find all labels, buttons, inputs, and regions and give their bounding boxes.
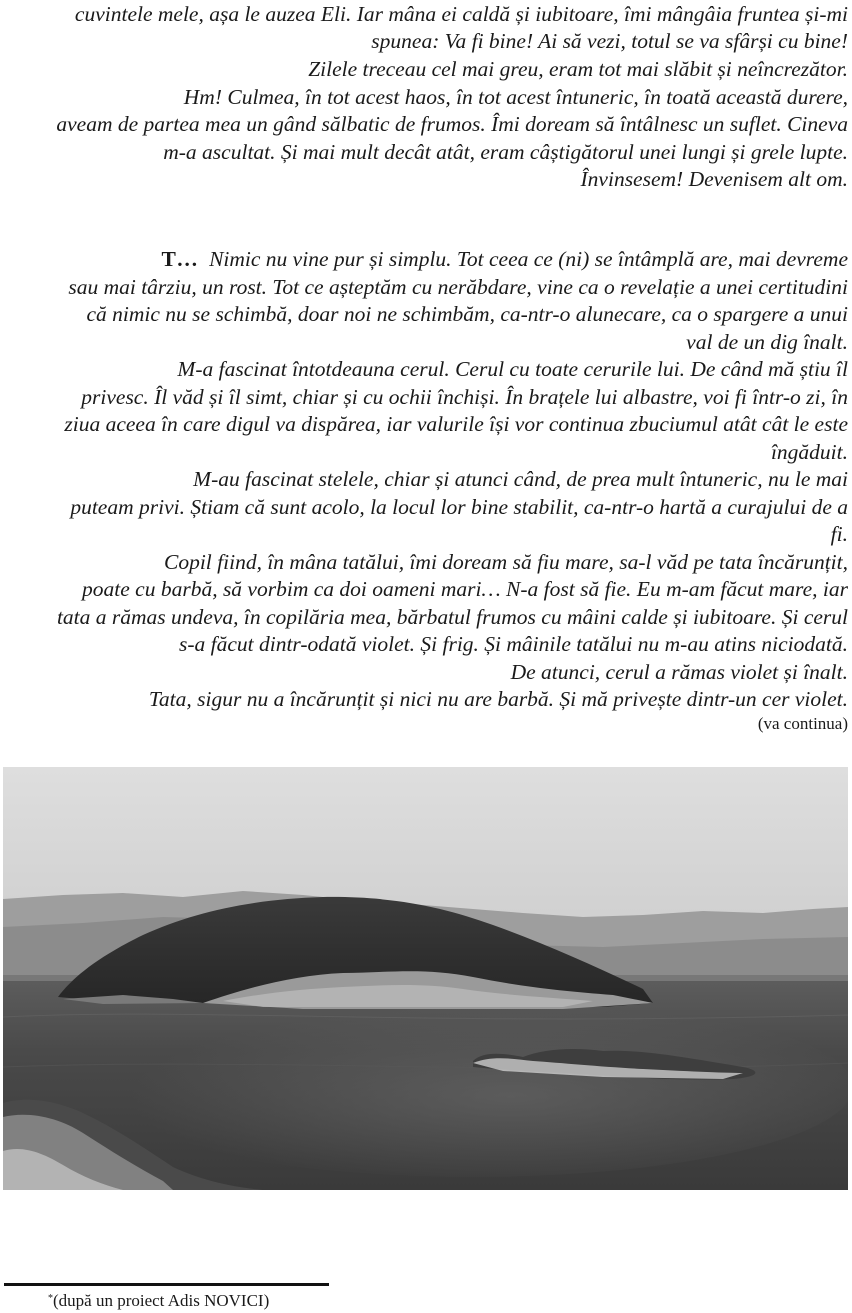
footnote-text: (după un proiect Adis NOVICI): [53, 1291, 270, 1310]
text-line: M-au fascinat stelele, chiar și atunci când, de prea mult întuneric, nu le mai: [193, 467, 848, 491]
text-line: cuvintele mele, așa le auzea Eli. Iar mâna ei caldă și iubitoare, îmi mângâia fruntea și-mi: [74, 2, 848, 26]
text-line: fi.: [830, 522, 848, 546]
continuation-note: (va continua): [757, 714, 848, 733]
text-line: îngăduit.: [770, 440, 848, 464]
text-line: Tata, sigur nu a încărunțit și nici nu are barbă. Și mă privește dintr-un cer violet.: [148, 687, 848, 711]
footnote: [48, 1290, 269, 1312]
text-line: puteam privi. Știam că sunt acolo, la locul lor bine stabilit, ca-ntr-o hartă a curajului de a: [70, 495, 848, 519]
footnote-marker: *: [48, 1293, 53, 1304]
text-line: Hm! Culmea, în tot acest haos, în tot acest întuneric, în toată această durere,: [183, 85, 848, 109]
footnote-rule: [4, 1283, 329, 1286]
section-lead: T…: [161, 247, 199, 271]
text-line: s-a făcut dintr-odată violet. Și frig. Și mâinile tatălui nu m-au atins niciodată.: [178, 632, 848, 656]
text-line: Învinsesem! Devenisem alt om.: [580, 167, 848, 191]
text-line: Zilele treceau cel mai greu, eram tot mai slăbit și neîncrezător.: [308, 57, 848, 81]
text-line: spunea: Va fi bine! Ai să vezi, totul se va sfârși cu bine!: [371, 29, 848, 53]
island-photo: [3, 767, 848, 1190]
text-line: aveam de partea mea un gând sălbatic de frumos. Îmi doream să întâlnesc un suflet. Cineva: [56, 112, 848, 136]
text-line: De atunci, cerul a rămas violet și înalt.: [510, 660, 848, 684]
text-line: poate cu barbă, să vorbim ca doi oameni mari… N-a fost să fie. Eu m-am făcut mare, iar: [82, 577, 848, 601]
text-line: m-a ascultat. Și mai mult decât atât, eram câștigătorul unei lungi și grele lupte.: [163, 140, 848, 164]
text-line: ziua aceea în care digul va dispărea, iar valurile își vor continua zbuciumul atât cât le este: [64, 412, 848, 436]
text-line: Copil fiind, în mâna tatălui, îmi doream să fiu mare, sa-l văd pe tata încărunțit,: [163, 550, 848, 574]
text-line-content: Nimic nu vine pur și simplu. Tot ceea ce (ni) se întâmplă are, mai devreme: [209, 247, 848, 271]
text-line: tata a rămas undeva, în copilăria mea, bărbatul frumos cu mâini calde și iubitoare. Și cerul: [56, 605, 848, 629]
text-line: privesc. Îl văd și îl simt, chiar și cu ochii închiși. În brațele lui albastre, voi fi într-o zi, în: [81, 385, 848, 409]
text-line: că nimic nu se schimbă, doar noi ne schimbăm, ca-ntr-o alunecare, ca o spargere a unui: [86, 302, 848, 326]
text-line: M-a fascinat întotdeauna cerul. Cerul cu toate cerurile lui. De când mă știu îl: [177, 357, 848, 381]
text-line: sau mai târziu, un rost. Tot ce așteptăm cu nerăbdare, vine ca o revelație a unei certitudini: [68, 275, 848, 299]
text-line: [161, 246, 848, 273]
text-line: val de un dig înalt.: [686, 330, 848, 354]
